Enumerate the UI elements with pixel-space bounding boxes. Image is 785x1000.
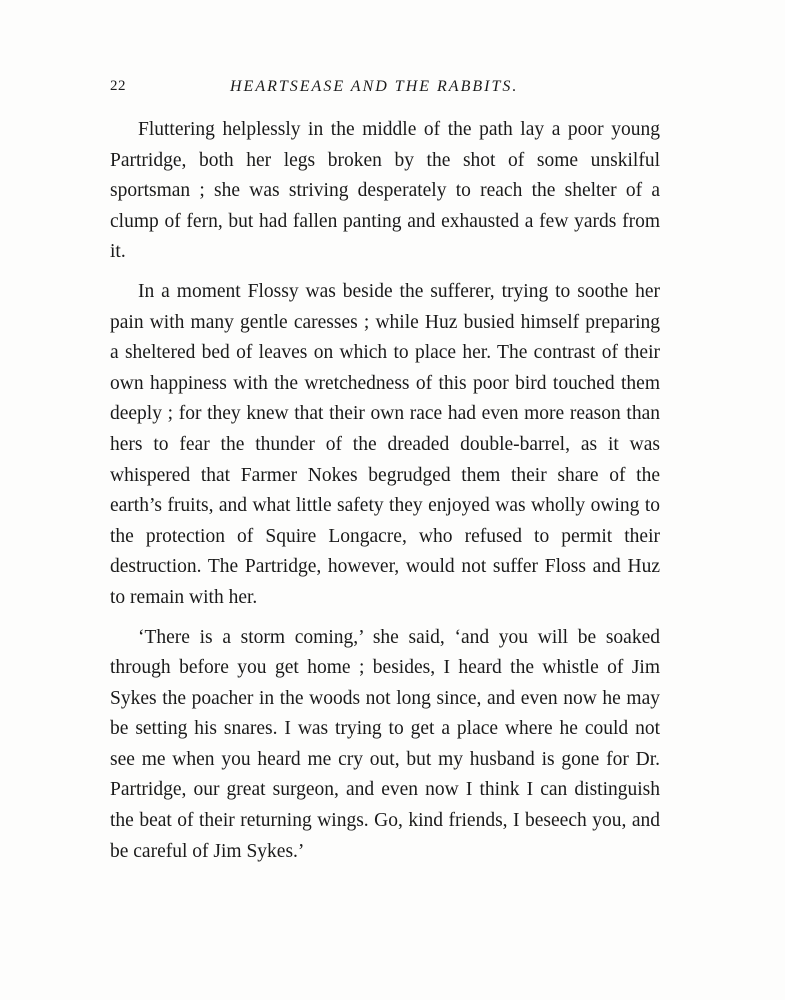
paragraph-2: In a moment Flossy was beside the sufferer, trying to soothe her pain with many gentle caresses ; while Huz busied himself preparing a sheltered bed of leaves on which to place her. The contrast of their own happiness with the wretchedness of this poor bird touched them deeply ; for they knew that their own race had even more reason than hers to fear the thunder of the dreaded double-barrel, as it was whispered that Farmer Nokes begrudged them their share of the earth’s fruits, and what little safety they enjoyed was wholly owing to the protection of Squire Longacre, who refused to permit their destruction. The Partridge, however, would not suffer Floss and Huz to remain with her. bbox=[110, 280, 660, 608]
running-title: HEARTSEASE AND THE RABBITS. bbox=[230, 78, 519, 95]
page-number: 22 bbox=[110, 78, 126, 94]
paragraph-3: ‘There is a storm coming,’ she said, ‘and you will be soaked through before you get home ; besides, I heard the whistle of Jim Sykes the poacher in the woods not long since, and even now he may be setting his snares. I was trying to get a place where he could not see me when you heard me cry out, but my husband is gone for Dr. Partridge, our great surgeon, and even now I think I can distinguish the beat of their returning wings. Go, kind friends, I beseech you, and be careful of Jim Sykes.’ bbox=[110, 626, 660, 862]
paragraph-1: Fluttering helplessly in the middle of the path lay a poor young Partridge, both her legs broken by the shot of some unskilful sportsman ; she was striving desperately to reach the shelter of a clump of fern, but had fallen panting and exhausted a few yards from it. bbox=[110, 119, 660, 263]
page-header bbox=[110, 78, 670, 102]
page-body bbox=[110, 115, 660, 876]
